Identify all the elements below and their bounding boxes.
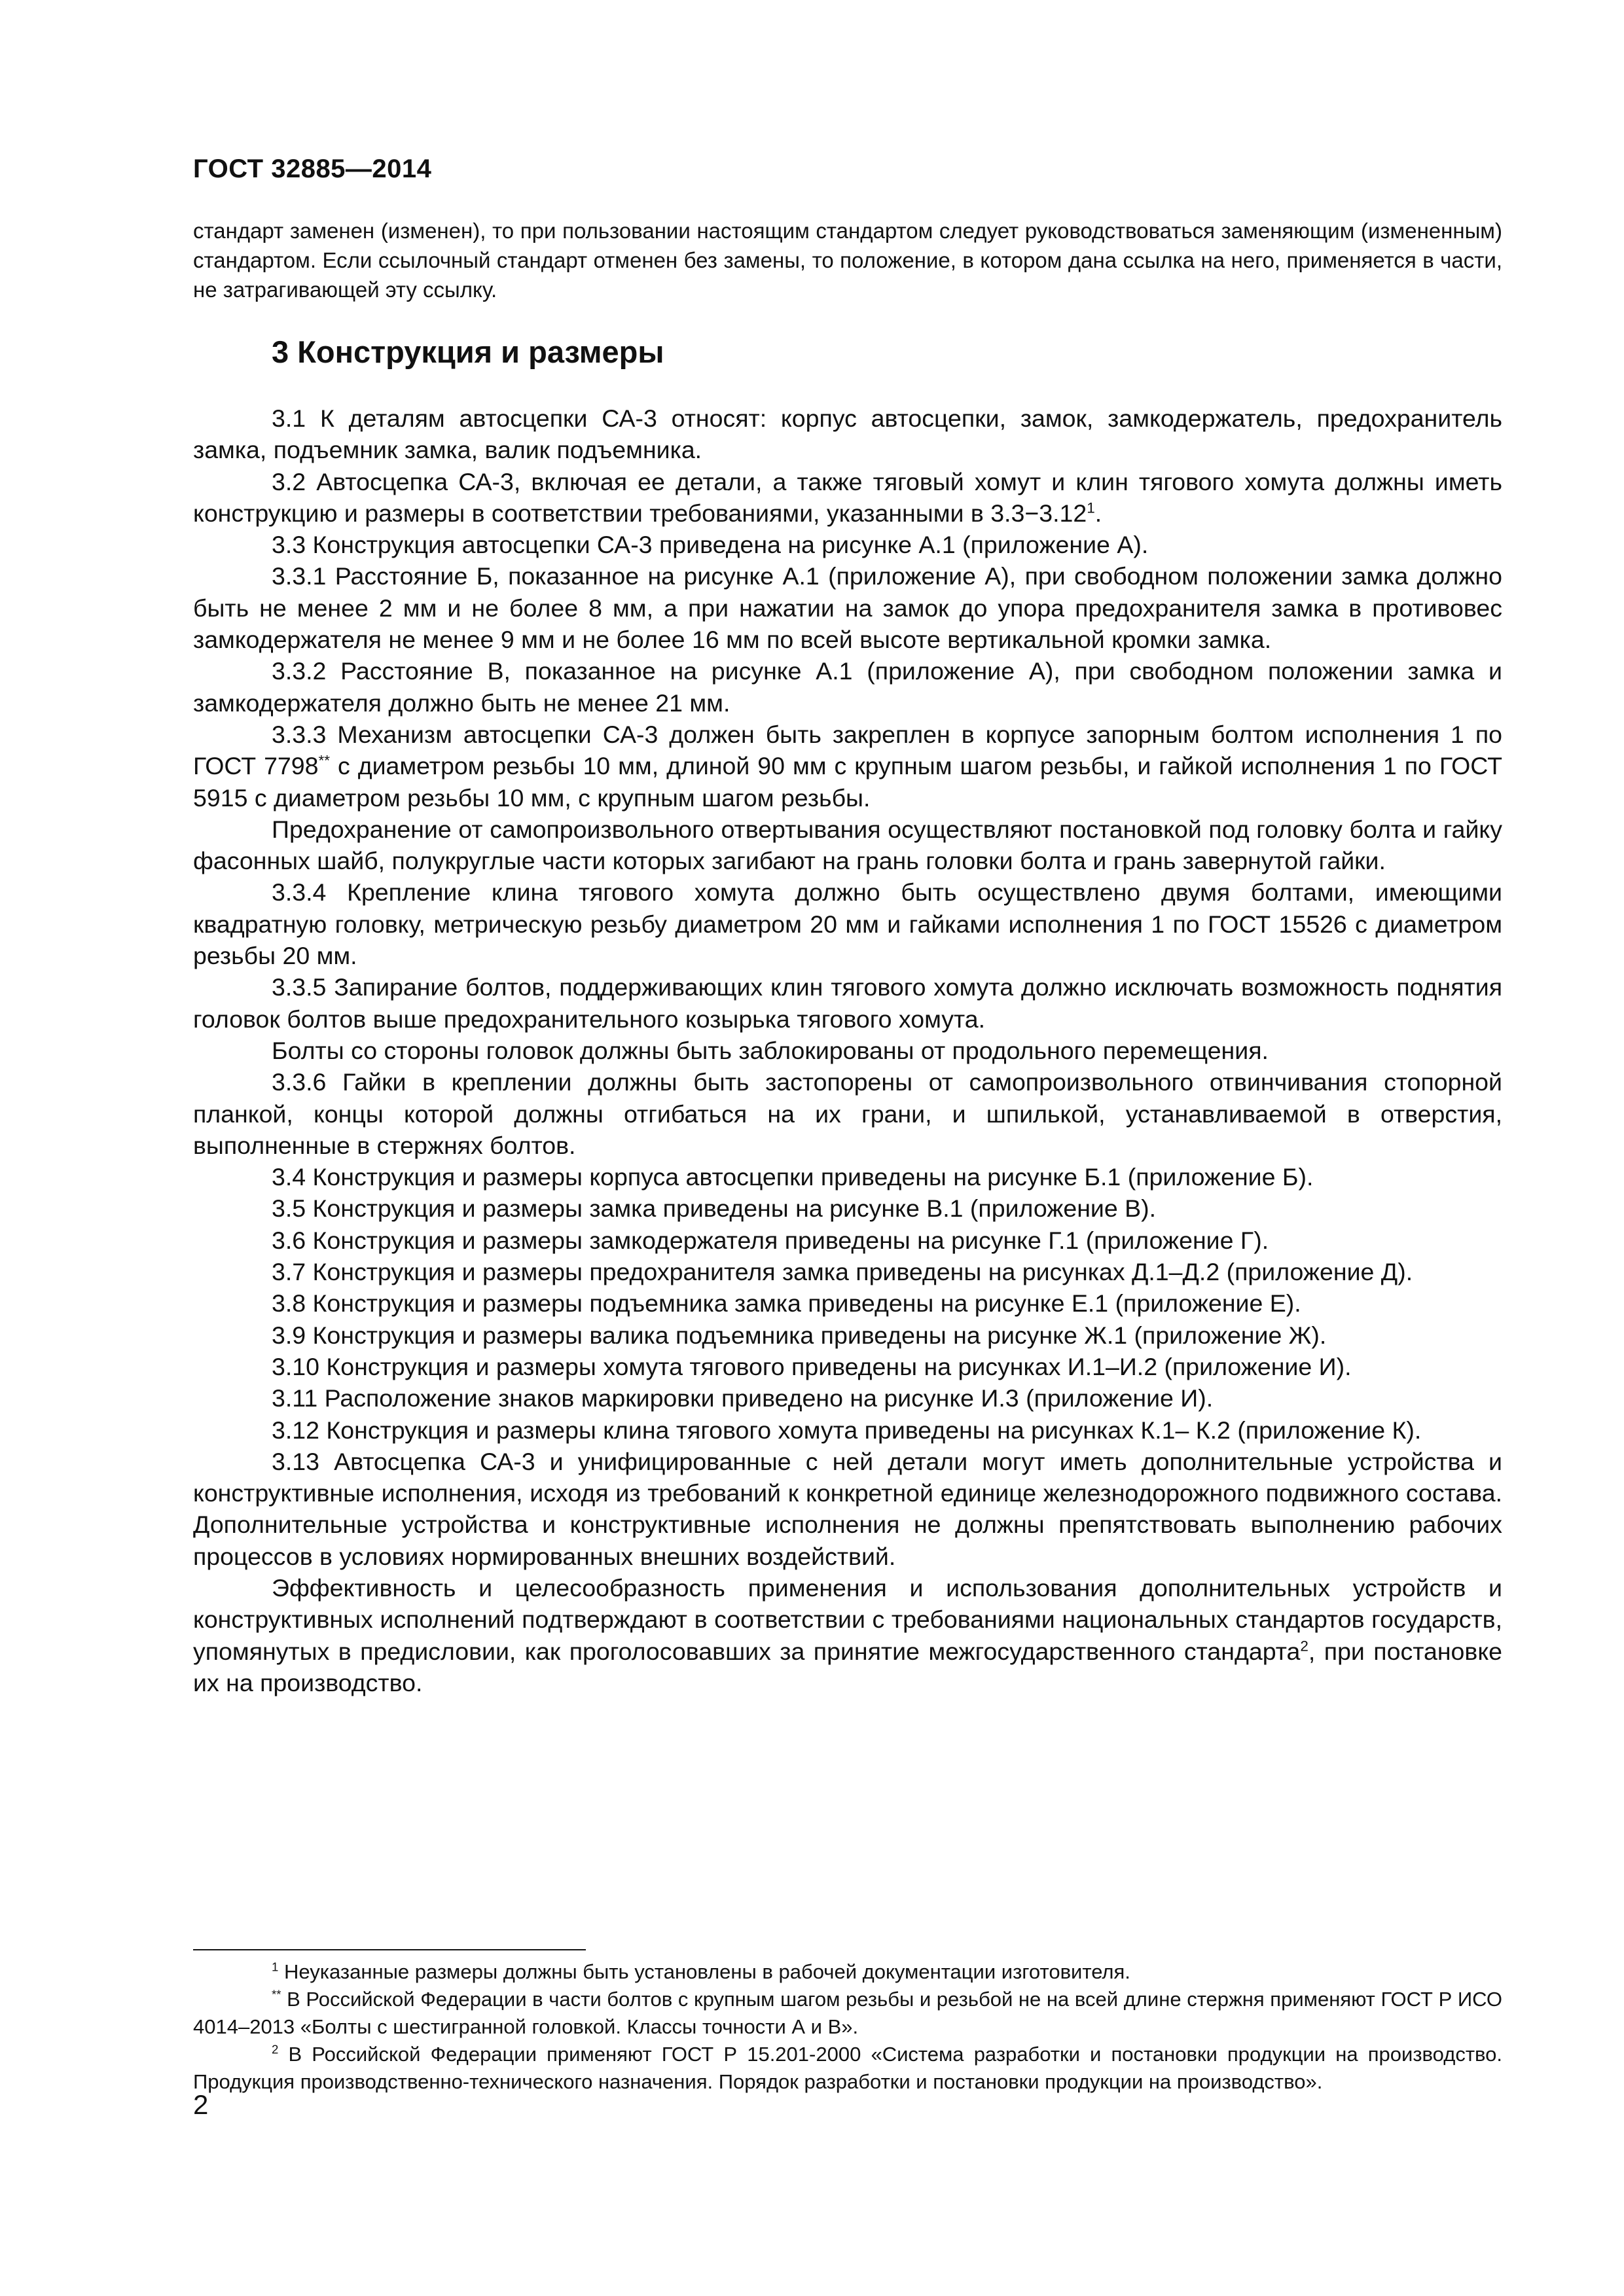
- footnotes: [193, 1958, 1502, 2096]
- page-number: 2: [193, 2089, 209, 2120]
- paragraph-safeguard: Предохранение от самопроизвольного отвертывания осуществляют постановкой под головку болта и гайку фасонных шайб, полукруглые части которых загибают на грань головки болта и грань завернутой гайки.: [193, 815, 1502, 875]
- paragraph-3-3-3: 3.3.3 Механизм автосцепки СА-3 должен быть закреплен в корпусе запорным болтом исполнения 1 по ГОСТ 7798** с диаметром резьбы 10 мм, длиной 90 мм с крупным шагом резьбы, и гайкой исполнения 1 по ГОСТ 5915 с диаметром резьбы 10 мм, с крупным шагом резьбы.: [193, 720, 1502, 812]
- paragraph-3-11: 3.11 Расположение знаков маркировки приведено на рисунке И.3 (приложение И).: [272, 1384, 1214, 1412]
- intro-paragraph: стандарт заменен (изменен), то при пользовании настоящим стандартом следует руководствоваться заменяющим (измененным) стандартом. Если ссылочный стандарт отменен без замены, то положение, в котором дана ссылка на него, применяется в части, не затрагивающей эту ссылку.: [193, 219, 1502, 302]
- paragraph-3-5: 3.5 Конструкция и размеры замка приведены на рисунке В.1 (приложение В).: [272, 1194, 1157, 1223]
- paragraph-bolts: Болты со стороны головок должны быть заблокированы от продольного перемещения.: [272, 1036, 1269, 1064]
- section-title: 3 Конструкция и размеры: [272, 334, 664, 369]
- footnote-ref: 2: [1300, 1638, 1308, 1655]
- paragraph-3-9: 3.9 Конструкция и размеры валика подъемника приведены на рисунке Ж.1 (приложение Ж).: [272, 1321, 1327, 1349]
- footnote-ref: 1: [1087, 499, 1095, 516]
- footnote-3: $^2$ В Российской Федерации применяют ГОСТ Р 15.201-2000 «Система разработки и постановки продукции на производство. Продукция производственно-технического назначения. Порядок разработки и постановки продукции на производство».: [193, 2042, 1502, 2093]
- footnote-divider: [193, 1949, 586, 1950]
- footnote-mark: 1: [272, 1960, 279, 1974]
- paragraph-3-6: 3.6 Конструкция и размеры замкодержателя приведены на рисунке Г.1 (приложение Г).: [272, 1226, 1269, 1254]
- document-header: ГОСТ 32885—2014: [193, 154, 432, 183]
- paragraph-3-3-4: 3.3.4 Крепление клина тягового хомута должно быть осуществлено двумя болтами, имеющими квадратную головку, метрическую резьбу диаметром 20 мм и гайками исполнения 1 по ГОСТ 15526 с диаметром резьбы 20 мм.: [193, 878, 1502, 970]
- footnote-mark: **: [272, 1987, 281, 2001]
- paragraph-3-8: 3.8 Конструкция и размеры подъемника замка приведены на рисунке Е.1 (приложение Е).: [272, 1289, 1301, 1318]
- footnote-1: $^1$ Неуказанные размеры должны быть установлены в рабочей документации изготовителя.: [272, 1960, 1130, 1983]
- paragraph-efficiency: Эффективность и целесообразность применения и использования дополнительных устройств и конструктивных исполнений подтверждают в соответствии с требованиями национальных стандартов государств, упомянутых в предисловии, как проголосовавших за принятие межгосударственного стандарта$^2$, при постановке их на производство.: [193, 1573, 1503, 1696]
- paragraph-3-1: 3.1 К деталям автосцепки СА-3 относят: корпус автосцепки, замок, замкодержатель, предохранитель замка, подъемник замка, валик подъемника.: [193, 404, 1502, 464]
- paragraph-3-13: 3.13 Автосцепка СА-3 и унифицированные с ней детали могут иметь дополнительные устройства и конструктивные исполнения, исходя из требований к конкретной единице железнодорожного подвижного состава. Дополнительные устройства и конструктивные исполнения не должны препятствовать выполнению рабочих процессов в условиях нормированных внешних воздействий.: [193, 1447, 1502, 1570]
- section-body: [193, 403, 1502, 1698]
- footnote-2: ** В Российской Федерации в части болтов с крупным шагом резьбы и резьбой не на всей длине стержня применяют ГОСТ Р ИСО 4014–2013 «Болты с шестигранной головкой. Классы точности А и В».: [193, 1987, 1502, 2038]
- paragraph-3-10: 3.10 Конструкция и размеры хомута тягового приведены на рисунках И.1–И.2 (приложение И).: [272, 1352, 1352, 1380]
- footnote-ref: **: [318, 752, 331, 769]
- paragraph-3-3-5: 3.3.5 Запирание болтов, поддерживающих клин тягового хомута должно исключать возможность поднятия головок болтов выше предохранительного козырька тягового хомута.: [193, 973, 1502, 1033]
- footnote-mark: 2: [272, 2042, 279, 2056]
- paragraph-3-3-2: 3.3.2 Расстояние В, показанное на рисунке А.1 (приложение А), при свободном положении замка и замкодержателя должно быть не менее 21 мм.: [193, 657, 1502, 717]
- paragraph-3-7: 3.7 Конструкция и размеры предохранителя замка приведены на рисунках Д.1–Д.2 (приложение Д).: [272, 1258, 1413, 1286]
- paragraph-3-3-6: 3.3.6 Гайки в креплении должны быть застопорены от самопроизвольного отвинчивания стопорной планкой, концы которой должны отгибаться на их грани, и шпилькой, устанавливаемой в отверстия, выполненные в стержнях болтов.: [193, 1068, 1502, 1159]
- paragraph-3-3: 3.3 Конструкция автосцепки СА-3 приведена на рисунке А.1 (приложение А).: [272, 531, 1149, 559]
- paragraph-3-4: 3.4 Конструкция и размеры корпуса автосцепки приведены на рисунке Б.1 (приложение Б).: [272, 1163, 1314, 1191]
- paragraph-3-12: 3.12 Конструкция и размеры клина тягового хомута приведены на рисунках К.1– К.2 (приложение К).: [272, 1416, 1422, 1444]
- paragraph-3-3-1: 3.3.1 Расстояние Б, показанное на рисунке А.1 (приложение А), при свободном положении замка должно быть не менее 2 мм и не более 8 мм, а при нажатии на замок до упора предохранителя замка в противовес замкодержателя не менее 9 мм и не более 16 мм по всей высоте вертикальной кромки замка.: [193, 562, 1502, 654]
- paragraph-3-2: 3.2 Автосцепка СА-3, включая ее детали, а также тяговый хомут и клин тягового хомута должны иметь конструкцию и размеры в соответствии требованиями, указанными в $3.3-3.12^1$.: [193, 467, 1502, 527]
